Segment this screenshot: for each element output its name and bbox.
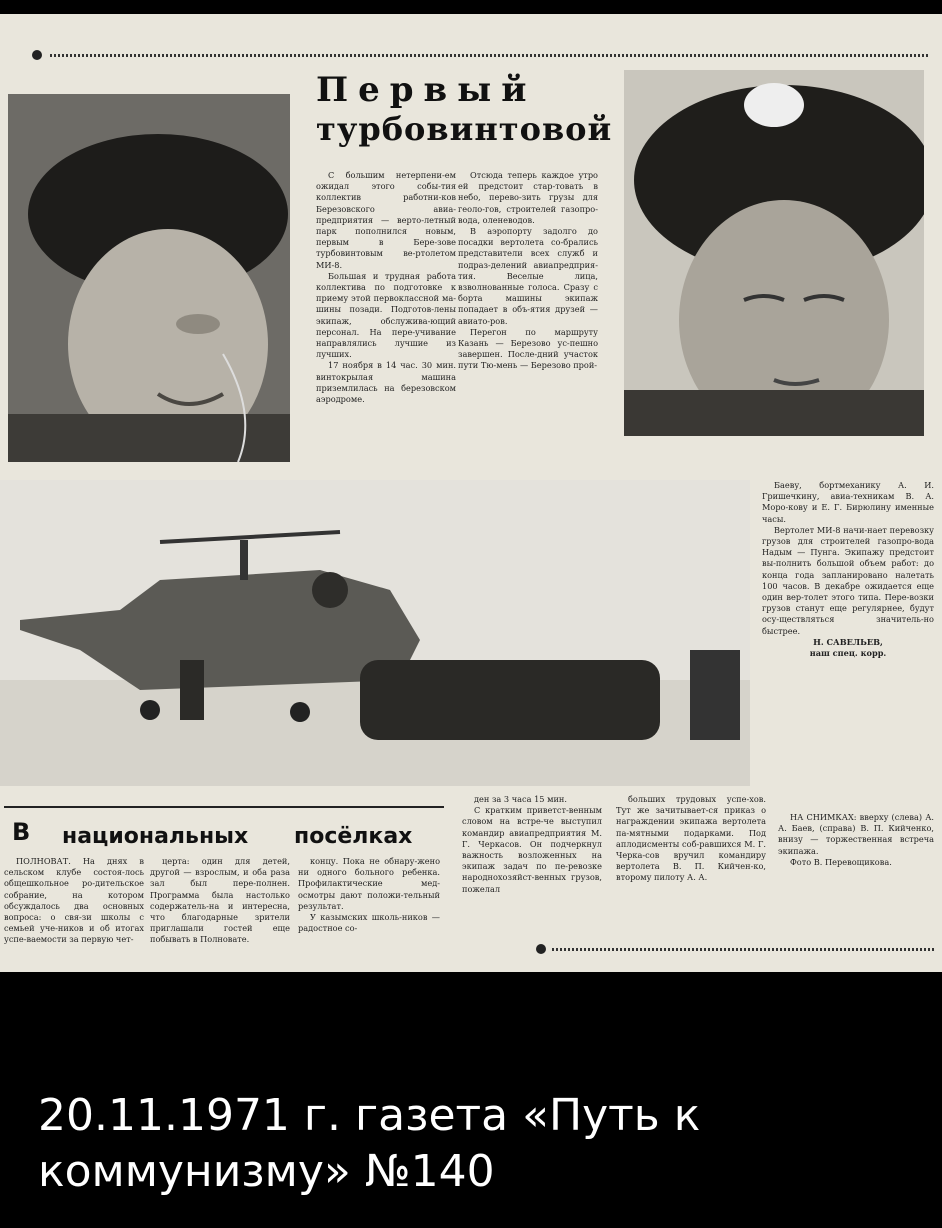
image-caption (38, 1088, 898, 1200)
article-column-4 (616, 794, 766, 944)
paragraph: Перегон по маршруту Казань — Березово ус-пешно завершен. После-дний участок пути Тю-мень — Березово прой- (458, 326, 598, 371)
caption-line-2: коммунизму» №140 (38, 1146, 495, 1197)
author-role: наш спец. корр. (809, 648, 887, 659)
article-column-5 (762, 480, 934, 800)
paragraph: Баеву, бортмеханику А. И. Гришечкину, авиа-техникам В. А. Моро-кову и Е. Г. Бирюлину именные часы. (762, 480, 934, 524)
portrait-photo-left (8, 94, 290, 462)
caption-line-1: 20.11.1971 г. газета «Путь к (38, 1090, 701, 1141)
newspaper-clipping (0, 14, 942, 972)
headline-prefix: В (12, 818, 31, 846)
article-column-1 (316, 170, 456, 490)
portrait-photo-right (624, 70, 924, 436)
paragraph: С большим нетерпени-ем ожидал этого собы-тия коллектив работни-ков Березовского авиа-предприятия — верто-летный парк пополнился новым, первым в Бере-зове турбовинтовым ве-ртолетом МИ-8. (316, 170, 456, 270)
paragraph: церта: один для детей, другой — взрослым, и оба раза зал был пере-полнен. Программа была настолько содержатель-на и интересна, что благодарные зрители приглашали гостей еще побывать в Полновате. (150, 856, 290, 945)
paragraph: Отсюда теперь каждое утро ей предстоит стар-товать в небо, перево-зить грузы для геоло-гов, строителей газопро-вода, оленеводов. (458, 170, 598, 225)
paragraph: ден за 3 часа 15 мин. (474, 794, 567, 804)
second-article-column-2 (150, 856, 290, 972)
article-column-2 (458, 170, 598, 490)
article-headline (316, 70, 613, 148)
bottom-decorative-rule (552, 948, 936, 951)
article-column-3 (462, 794, 602, 944)
ornament-dot (536, 944, 546, 954)
photo-credit: Фото В. Перевощикова. (790, 856, 892, 867)
second-article-column-3 (298, 856, 440, 972)
paragraph: Вертолет МИ-8 начи-нает перевозку грузов для строителей газопро-вода Надым — Пунга. Экипажу предстоит вы-полнить большой объем работ: до конца года запланировано налетать 100 часов. В декабре ожидается еще один вер-толет этого типа. Пере-возки грузов станут еще регулярнее, будут осу-ществляться значитель-но быстрее. (762, 524, 934, 636)
headline-word-2: посёлках (294, 824, 413, 849)
second-article-headline (4, 806, 444, 848)
paragraph: 17 ноября в 14 час. 30 мин. винтокрылая машина приземлилась на березовском аэродроме. (316, 360, 456, 405)
paragraph: В аэропорту задолго до посадки вертолета со-брались представители всех служб и подраз-делений авиапредприя-тия. Веселые лица, взволнованные голоса. Сразу с борта машины экипаж попадает в объ-ятия друзей — авиато-ров. (458, 226, 598, 326)
author-name: Н. САВЕЛЬЕВ, (813, 636, 883, 647)
headline-line-1: Первый (316, 70, 537, 110)
helicopter-crowd-photo (0, 480, 750, 786)
top-decorative-rule (50, 54, 930, 57)
second-article-column-1 (4, 856, 144, 972)
headline-line-2: турбовинтовой (316, 110, 613, 148)
paragraph: больших трудовых успе-хов. Тут же зачитывает-ся приказ о награждении экипажа вертолета па-мятными подарками. Под аплодисменты соб-равшихся М. Г. Черка-сов вручил командиру вертолета В. П. Кийчен-ко, второму пилоту А. А. (616, 794, 766, 883)
paragraph: Большая и трудная работа коллектива по подготовке к приему этой первоклассной ма-шины позади. Подготов-лены экипаж, обслужива-ющий персонал. На пере-учивание направлялись лучшие из лучших. (316, 270, 456, 360)
ornament-dot (32, 50, 42, 60)
photo-caption: НА СНИМКАХ: вверху (слева) А. А. Баев, (справа) В. П. Кийченко, внизу — торжественная встреча экипажа. (778, 812, 934, 856)
paragraph: С кратким приветст-венным словом на встре-че выступил командир авиапредприятия М. Г. Черкасов. Он подчеркнул важность возложенных на экипаж задач по пе-ревозке народнохозяйст-венных грузов, пожелал (462, 805, 602, 894)
paragraph: концу. Пока не обнару-жено ни одного больного ребенка. Профилактические мед-осмотры дают положи-тельный результат. (298, 856, 440, 911)
headline-word-1: национальных (62, 824, 249, 849)
paragraph: У казымских школь-ников — радостное со- (298, 912, 440, 934)
paragraph: ПОЛНОВАТ. На днях в сельском клубе состоя-лось общешкольное ро-дительское собрание, на котором обсуждалось два основных вопроса: о свя-зи школы с семьей уче-ников и об итогах успе-ваемости за первую чет- (4, 856, 144, 945)
photo-caption-block (778, 812, 934, 962)
